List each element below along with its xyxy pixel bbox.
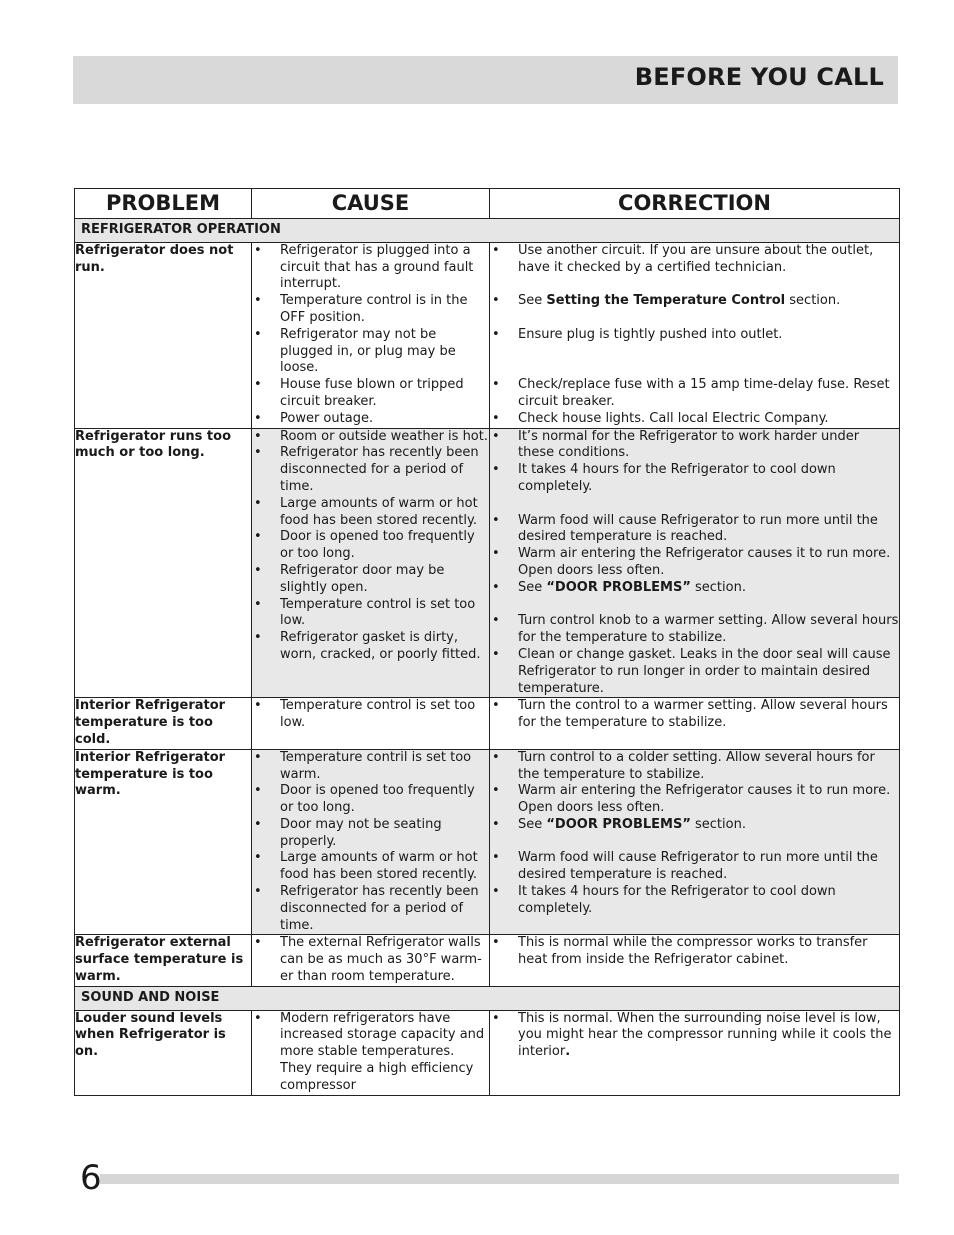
list-item xyxy=(490,293,899,310)
list-item: • Refrigerator has recently been disconnected for a period of time. xyxy=(252,884,489,934)
list-item: • Door is opened too frequently or too long. xyxy=(252,529,489,563)
list-item: • Refrigerator gasket is dirty, worn, cracked, or poorly fitted. xyxy=(252,630,489,664)
correction-cell xyxy=(490,935,900,986)
text-segment: section. xyxy=(690,816,746,832)
table-row xyxy=(75,749,900,935)
correction-list xyxy=(490,935,899,969)
list-item: • Turn control to a colder setting. Allow several hours for the temperature to stabilize. xyxy=(490,750,899,784)
cause-cell xyxy=(252,428,490,698)
cause-list xyxy=(252,243,489,428)
cause-cell xyxy=(252,935,490,986)
list-item: • Temperature control is in the OFF position. xyxy=(252,293,489,327)
correction-list xyxy=(490,750,899,918)
list-item: • Modern refrigerators have increased storage capacity and more stable temperatures. They require a high efficiency compressor xyxy=(252,1011,489,1095)
list-item: • Temperature contril is set too warm. xyxy=(252,750,489,784)
bold-reference: “DOOR PROBLEMS” xyxy=(546,579,691,595)
list-item: • Turn the control to a warmer setting. Allow several hours for the temperature to stabilize. xyxy=(490,698,899,732)
problem-cell: Refrigerator runs too much or too long. xyxy=(75,428,252,698)
table-row xyxy=(75,698,900,749)
list-item: • Door is opened too frequently or too long. xyxy=(252,783,489,817)
correction-list xyxy=(490,1011,899,1061)
troubleshooting-table xyxy=(74,188,900,1096)
problem-cell: Interior Refrigerator temperature is too warm. xyxy=(75,749,252,935)
cause-cell xyxy=(252,1010,490,1095)
list-item: • Warm food will cause Refrigerator to run more until the desired temperature is reached. xyxy=(490,850,899,884)
list-item: • Refrigerator has recently been disconnected for a period of time. xyxy=(252,445,489,495)
bold-reference: Setting the Temperature Control xyxy=(546,293,786,309)
list-item: • Warm air entering the Refrigerator causes it to run more. Open doors less often. xyxy=(490,546,899,580)
list-item: • Temperature control is set too low. xyxy=(252,698,489,732)
text-segment: See xyxy=(518,293,547,309)
correction-list xyxy=(490,698,899,732)
list-item: • Use another circuit. If you are unsure about the outlet, have it checked by a certified technician. xyxy=(490,243,899,277)
problem-cell: Refrigerator external surface temperature is warm. xyxy=(75,935,252,986)
cause-list xyxy=(252,750,489,935)
list-item: • House fuse blown or tripped circuit breaker. xyxy=(252,377,489,411)
cause-list xyxy=(252,429,489,664)
table-row xyxy=(75,1010,900,1095)
list-item xyxy=(490,580,899,597)
list-item: • Temperature control is set too low. xyxy=(252,597,489,631)
section-title: REFRIGERATOR OPERATION xyxy=(75,219,900,243)
list-item: • Turn control knob to a warmer setting. Allow several hours for the temperature to stabilize. xyxy=(490,613,899,647)
text-segment: This is normal. When the surrounding noise level is low, you might hear the compressor running while it cools the interior xyxy=(518,1010,892,1060)
list-item: • It takes 4 hours for the Refrigerator to cool down completely. xyxy=(490,884,899,918)
list-item: • Large amounts of warm or hot food has been stored recently. xyxy=(252,850,489,884)
list-item: • Check/replace fuse with a 15 amp time-delay fuse. Reset circuit breaker. xyxy=(490,377,899,411)
text-segment: See xyxy=(518,579,547,595)
list-item: • Check house lights. Call local Electric Company. xyxy=(490,411,899,428)
table-row xyxy=(75,935,900,986)
list-item: • Refrigerator is plugged into a circuit that has a ground fault interrupt. xyxy=(252,243,489,293)
footer-rule xyxy=(100,1174,899,1184)
correction-list xyxy=(490,243,899,428)
list-item: • The external Refrigerator walls can be as much as 30°F warm-er than room temperature. xyxy=(252,935,489,985)
list-item: • It’s normal for the Refrigerator to work harder under these conditions. xyxy=(490,429,899,463)
bold-reference: . xyxy=(565,1044,571,1060)
column-header-cause: CAUSE xyxy=(252,189,490,219)
section-title: SOUND AND NOISE xyxy=(75,986,900,1010)
list-item: • Clean or change gasket. Leaks in the door seal will cause Refrigerator to run longer in order to maintain desired temperature. xyxy=(490,647,899,697)
list-item: • Refrigerator may not be plugged in, or plug may be loose. xyxy=(252,327,489,377)
list-item: • Ensure plug is tightly pushed into outlet. xyxy=(490,327,899,344)
list-item: • It takes 4 hours for the Refrigerator to cool down completely. xyxy=(490,462,899,496)
table-row xyxy=(75,428,900,698)
correction-cell xyxy=(490,1010,900,1095)
list-item: • Large amounts of warm or hot food has been stored recently. xyxy=(252,496,489,530)
column-header-problem: PROBLEM xyxy=(75,189,252,219)
cause-list xyxy=(252,698,489,732)
list-item: • Room or outside weather is hot. xyxy=(252,429,489,446)
list-item: • Warm air entering the Refrigerator causes it to run more. Open doors less often. xyxy=(490,783,899,817)
problem-cell: Refrigerator does not run. xyxy=(75,242,252,428)
page-title: BEFORE YOU CALL xyxy=(634,63,884,91)
text-segment: section. xyxy=(785,293,841,309)
list-item: • Warm food will cause Refrigerator to run more until the desired temperature is reached. xyxy=(490,513,899,547)
list-item xyxy=(490,817,899,834)
list-item xyxy=(490,1011,899,1061)
section-row xyxy=(75,986,900,1010)
correction-cell xyxy=(490,242,900,428)
cause-cell xyxy=(252,242,490,428)
cause-list xyxy=(252,1011,489,1095)
list-item: • Door may not be seating properly. xyxy=(252,817,489,851)
list-item: • Power outage. xyxy=(252,411,489,428)
cause-cell xyxy=(252,698,490,749)
list-item: • Refrigerator door may be slightly open. xyxy=(252,563,489,597)
problem-cell: Louder sound levels when Refrigerator is on. xyxy=(75,1010,252,1095)
page-number: 6 xyxy=(80,1158,102,1198)
cause-cell xyxy=(252,749,490,935)
column-header-correction: CORRECTION xyxy=(490,189,900,219)
correction-cell xyxy=(490,428,900,698)
cause-list xyxy=(252,935,489,985)
table-row xyxy=(75,242,900,428)
bold-reference: “DOOR PROBLEMS” xyxy=(546,816,691,832)
text-segment: section. xyxy=(690,579,746,595)
text-segment: See xyxy=(518,816,547,832)
correction-list xyxy=(490,429,899,698)
table-header-row xyxy=(75,189,900,219)
list-item: • This is normal while the compressor works to transfer heat from inside the Refrigerator cabinet. xyxy=(490,935,899,969)
correction-cell xyxy=(490,698,900,749)
header-bar xyxy=(73,56,898,104)
problem-cell: Interior Refrigerator temperature is too cold. xyxy=(75,698,252,749)
section-row xyxy=(75,219,900,243)
correction-cell xyxy=(490,749,900,935)
